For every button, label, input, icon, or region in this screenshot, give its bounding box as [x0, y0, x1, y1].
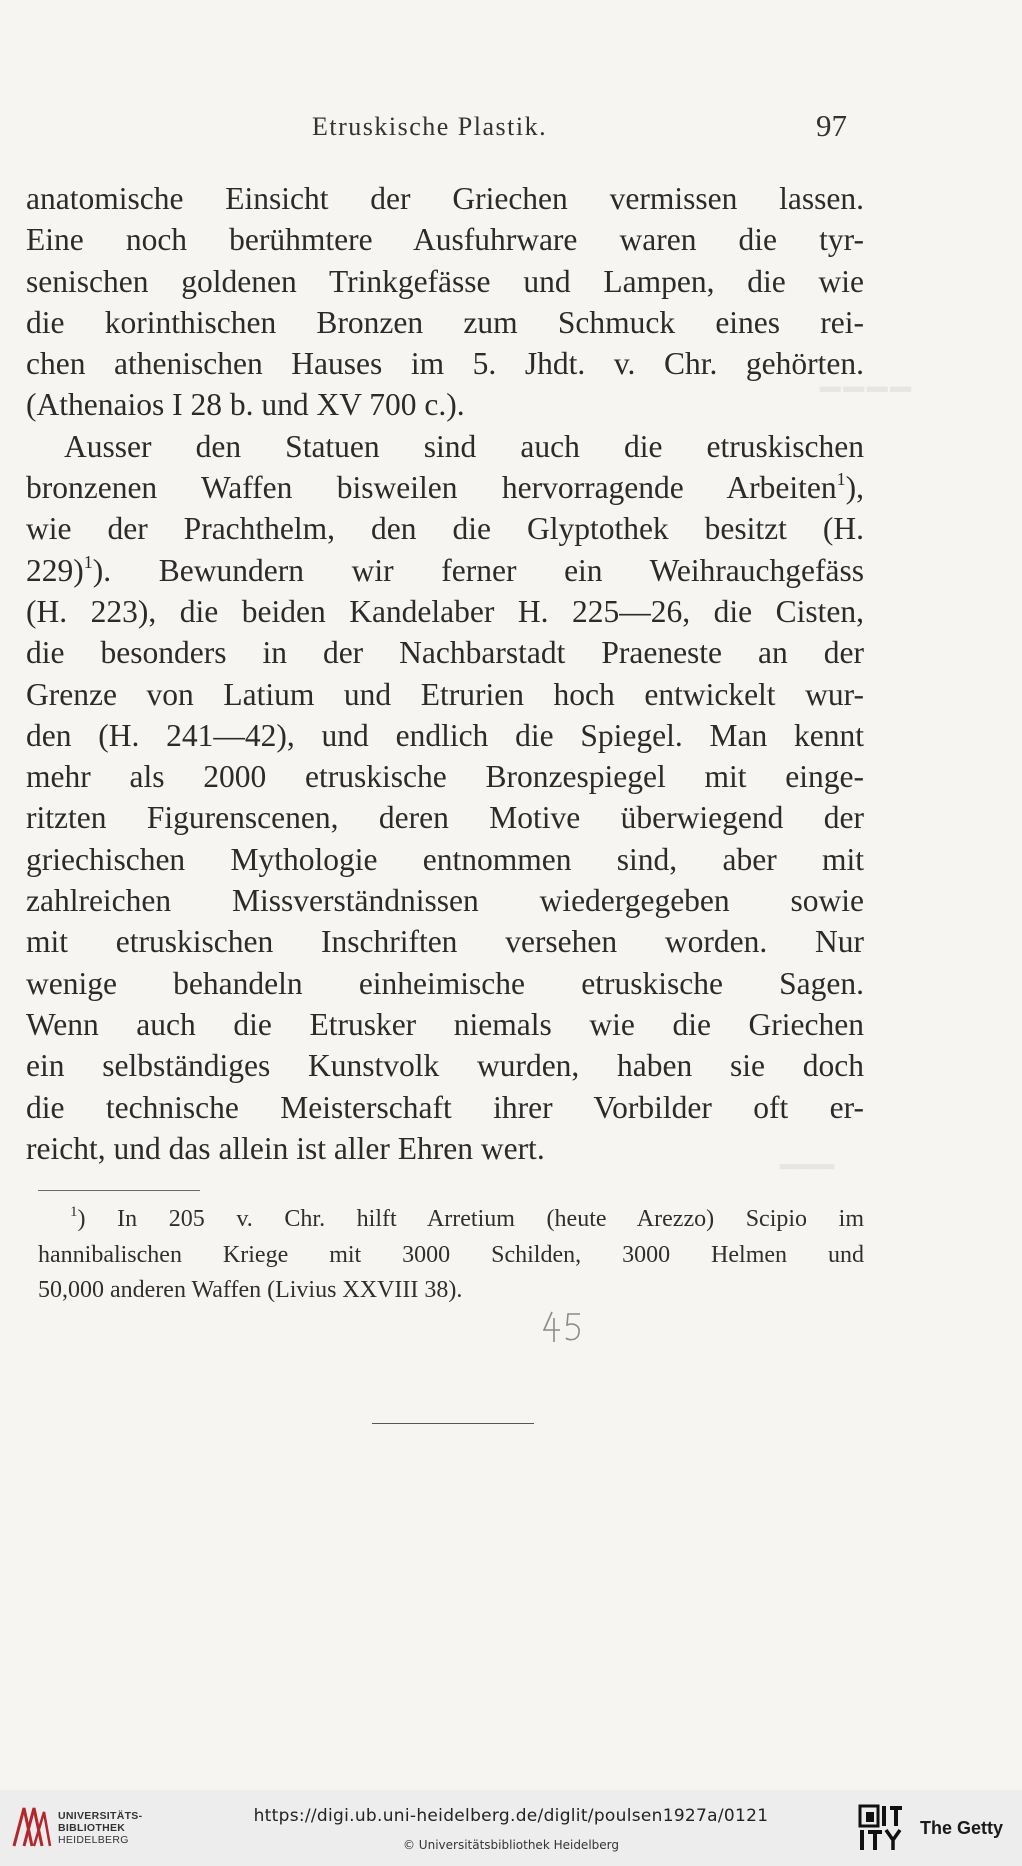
text-line: mit etruskischen Inschriften versehen worden. Nur [26, 924, 864, 960]
library-name-line: BIBLIOTHEK [58, 1822, 126, 1834]
end-divider [372, 1423, 534, 1424]
permalink-url[interactable]: https://digi.ub.uni-heidelberg.de/diglit/poulsen1927a/0121 [253, 1806, 769, 1826]
library-name-line: UNIVERSITÄTS- [58, 1810, 143, 1822]
text-segment: bronzenen Waffen bisweilen hervorragende Arbeiten [26, 470, 837, 506]
copyright-notice: © Universitätsbibliothek Heidelberg [402, 1838, 619, 1852]
page-number: 97 [816, 108, 847, 143]
library-name-line: HEIDELBERG [58, 1834, 129, 1846]
text-line: den (H. 241—42), und endlich die Spiegel. Man kennt [26, 717, 864, 753]
text-line: zahlreichen Missverständnissen wiedergegeben sowie [26, 883, 864, 919]
text-segment: 229) [26, 552, 84, 588]
footnote-mark: 1 [70, 1204, 78, 1220]
text-line: reicht, und das allein ist aller Ehren wert. [26, 1130, 545, 1166]
text-line: die besonders in der Nachbarstadt Praeneste an der [26, 635, 864, 671]
pencil-annotation-text: 45 [540, 1308, 542, 1309]
text-segment: ). Bewundern wir ferner ein Weihrauchgefäss [92, 552, 864, 588]
text-line [26, 550, 864, 591]
text-line: senischen goldenen Trinkgefässe und Lampen, die wie [26, 263, 864, 299]
partner-name: The Getty [920, 1818, 1004, 1838]
text-line: Ausser den Statuen sind auch die etruskischen [64, 428, 864, 464]
footnote-reference: 1 [836, 469, 846, 490]
footnote-reference: 1 [83, 551, 93, 572]
footnote-line [38, 1202, 864, 1238]
text-line: (H. 223), die beiden Kandelaber H. 225—26, die Cisten, [26, 593, 864, 629]
text-line: Grenze von Latium und Etrurien hoch entwickelt wur- [26, 676, 864, 712]
body-text [26, 178, 864, 1169]
footnote-line: hannibalischen Kriege mit 3000 Schilden, 3000 Helmen und [38, 1241, 864, 1268]
text-line [26, 467, 864, 508]
pencil-annotation [540, 1308, 600, 1344]
text-line: (Athenaios I 28 b. und XV 700 c.). [26, 387, 465, 423]
running-head [0, 108, 1022, 148]
text-segment: ) In 205 v. Chr. hilft Arretium (heute Arezzo) Scipio im [77, 1206, 864, 1232]
text-line: griechischen Mythologie entnommen sind, aber mit [26, 841, 864, 877]
text-line: Wenn auch die Etrusker niemals wie die Griechen [26, 1006, 864, 1042]
text-line: Eine noch berühmtere Ausfuhrware waren die tyr- [26, 222, 864, 258]
text-line: mehr als 2000 etruskische Bronzespiegel mit einge- [26, 759, 864, 795]
footer-bar [0, 1790, 1022, 1866]
bleed-through-text: ━━━━ [820, 372, 914, 409]
text-line: die technische Meisterschaft ihrer Vorbilder oft er- [26, 1089, 864, 1125]
footnote-line: 50,000 anderen Waffen (Livius XXVIII 38). [38, 1277, 463, 1303]
text-line: chen athenischen Hauses im 5. Jhdt. v. Chr. gehörten. [26, 346, 864, 382]
text-line: die korinthischen Bronzen zum Schmuck eines rei- [26, 304, 864, 340]
running-title: Etruskische Plastik. [312, 112, 548, 141]
text-line: wenige behandeln einheimische etruskische Sagen. [26, 965, 864, 1001]
text-line: ein selbständiges Kunstvolk wurden, haben sie doch [26, 1048, 864, 1084]
text-segment: ), [845, 470, 864, 506]
footnotes [38, 1202, 864, 1309]
text-line: ritzten Figurenscenen, deren Motive überwiegend der [26, 800, 864, 836]
text-line: anatomische Einsicht der Griechen vermissen lassen. [26, 181, 864, 216]
text-line: wie der Prachthelm, den die Glyptothek besitzt (H. [26, 511, 864, 547]
bleed-through-text: ━━━ [780, 1151, 835, 1184]
getty-logo-icon [858, 1804, 904, 1854]
footnote-divider [38, 1190, 200, 1191]
